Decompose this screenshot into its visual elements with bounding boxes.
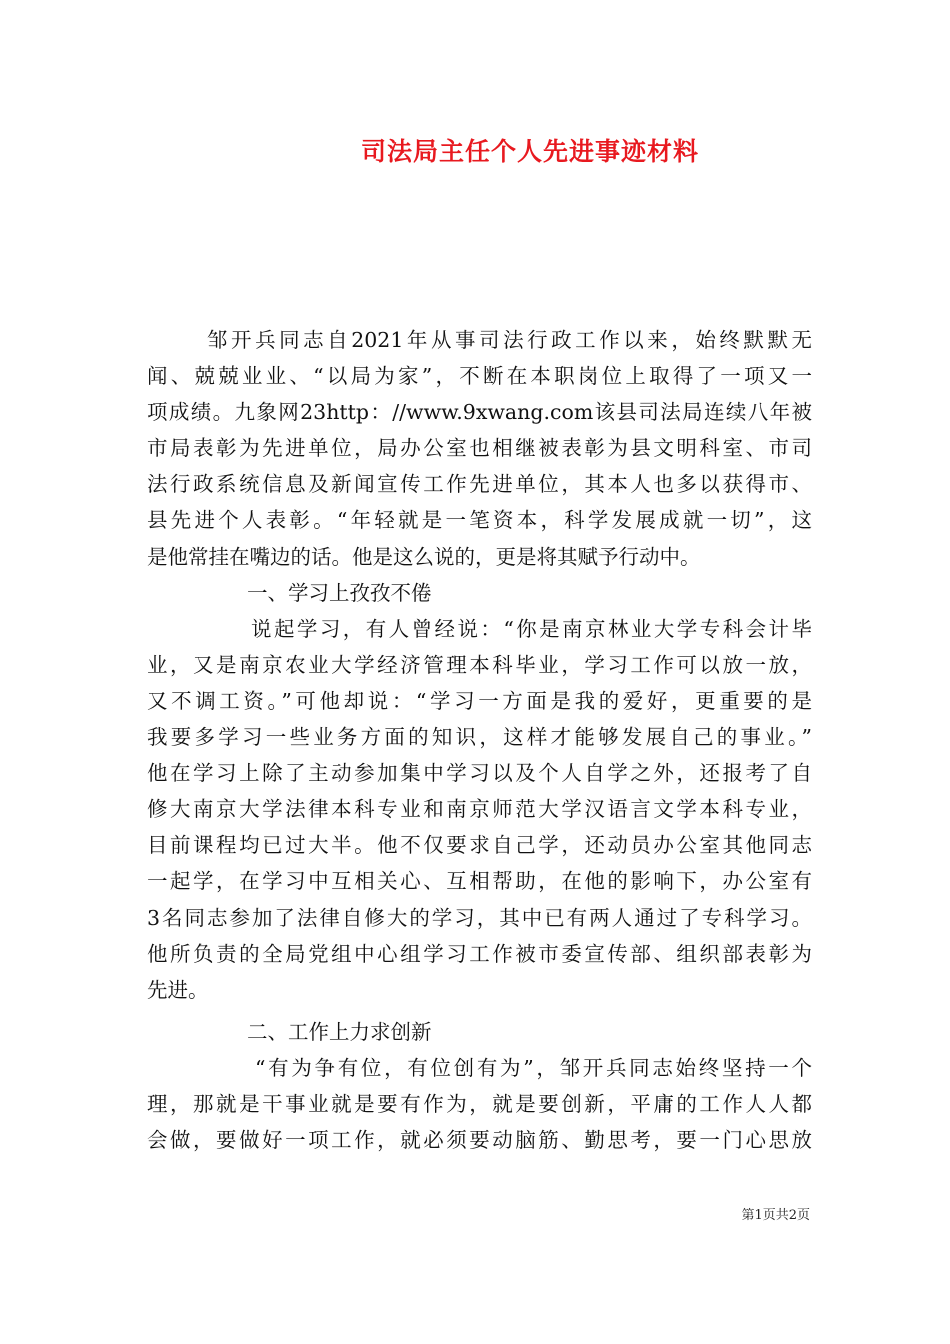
document-body (147, 322, 812, 1158)
paragraph-line: 法行政系统信息及新闻宣传工作先进单位，其本人也多以获得市、 (147, 472, 812, 497)
paragraph-line: 3名同志参加了法律自修大的学习，其中已有两人通过了专科学习。 (147, 905, 812, 930)
page-number: 第1页共2页 (741, 1208, 810, 1223)
paragraph-line: 项成绩。九象网23http：//www.9xwang.com该县司法局连续八年被 (147, 400, 812, 425)
paragraph-line: 县先进个人表彰。“年轻就是一笔资本，科学发展成就一切”，这 (147, 508, 812, 533)
paragraph-line: 理，那就是干事业就是要有作为，就是要创新，平庸的工作人人都 (147, 1091, 812, 1116)
paragraph-line: 又不调工资。”可他却说：“学习一方面是我的爱好，更重要的是 (147, 688, 812, 713)
paragraph-line: 先进。 (147, 977, 209, 1002)
paragraph-line: 市局表彰为先进单位，局办公室也相继被表彰为县文明科室、市司 (147, 436, 812, 461)
paragraph-line: 是他常挂在嘴边的话。他是这么说的，更是将其赋予行动中。 (147, 544, 701, 569)
paragraph-line: 闻、兢兢业业、“以局为家”，不断在本职岗位上取得了一项又一 (147, 364, 812, 389)
paragraph-line: 一起学，在学习中互相关心、互相帮助，在他的影响下，办公室有 (147, 869, 812, 894)
paragraph-line: 邹开兵同志自2021年从事司法行政工作以来，始终默默无 (207, 328, 812, 352)
paragraph-line: 他所负责的全局党组中心组学习工作被市委宣传部、组织部表彰为 (147, 941, 812, 966)
paragraph-line: 我要多学习一些业务方面的知识，这样才能够发展自己的事业。” (147, 725, 812, 750)
paragraph-line: 修大南京大学法律本科专业和南京师范大学汉语言文学本科专业， (147, 797, 812, 822)
document-title: 司法局主任个人先进事迹材料 (360, 137, 699, 166)
paragraph-line: 说起学习，有人曾经说：“你是南京林业大学专科会计毕 (251, 616, 812, 641)
paragraph-line: 业，又是南京农业大学经济管理本科毕业，学习工作可以放一放， (147, 652, 812, 677)
section-heading-2: 二、工作上力求创新 (247, 1019, 432, 1044)
paragraph-line: 会做，要做好一项工作，就必须要动脑筋、勤思考，要一门心思放 (147, 1128, 812, 1153)
paragraph-line: “有为争有位，有位创有为”，邹开兵同志始终坚持一个 (255, 1055, 812, 1080)
paragraph-line: 目前课程均已过大半。他不仅要求自己学，还动员办公室其他同志 (147, 833, 812, 858)
section-heading-1: 一、学习上孜孜不倦 (247, 580, 432, 605)
paragraph-line: 他在学习上除了主动参加集中学习以及个人自学之外，还报考了自 (147, 761, 812, 786)
